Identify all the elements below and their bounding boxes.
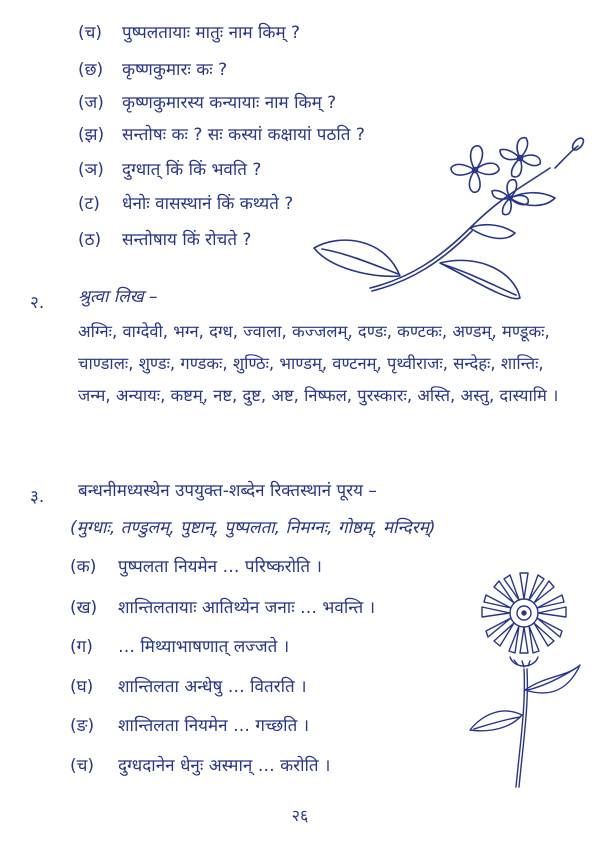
- question-item: (ठ) सन्तोषाय किं रोचते ?: [78, 230, 252, 250]
- fill-blank-item: (ङ) शान्तिलता नियमेन … गच्छति ।: [70, 716, 310, 736]
- section-number: २.: [30, 293, 45, 313]
- question-item: (झ) सन्तोषः कः ? सः कस्यां कक्षायां पठति ?: [78, 125, 365, 145]
- section-heading: श्रुत्वा लिख –: [78, 287, 158, 307]
- fill-blank-item: (ग) … मिथ्याभाषणात् लज्जते ।: [70, 637, 290, 657]
- fill-blank-item: (च) दुग्धदानेन धेनुः अस्मान् … करोति ।: [70, 756, 331, 776]
- question-item: (ट) धेनोः वासस्थानं किं कथ्यते ?: [78, 194, 294, 214]
- flower-branch-illustration: [310, 128, 585, 306]
- fill-blank-item: (ख) शान्तिलतायाः आतिथ्येन जनाः … भवन्ति ।: [70, 598, 376, 618]
- question-item: (च) पुष्पलतायाः मातुः नाम किम् ?: [78, 23, 301, 43]
- question-item: (छ) कृष्णकुमारः कः ?: [78, 60, 228, 80]
- cornflower-illustration: [462, 565, 587, 790]
- question-item: (ञ) दुग्धात् किं किं भवति ?: [78, 160, 262, 180]
- fill-blank-item: (क) पुष्पलता नियमेन … परिष्करोति ।: [70, 557, 322, 577]
- question-item: (ज) कृष्णकुमारस्य कन्यायाः नाम किम् ?: [78, 93, 337, 113]
- section-number: ३.: [30, 487, 45, 507]
- fill-blank-item: (घ) शान्तिलता अन्धेषु … वितरति ।: [70, 677, 307, 697]
- dictation-word-list: अग्निः, वाग्देवी, भग्न, दग्ध, ज्वाला, कज्जलम्, दण्डः, कण्टकः, अण्डम्, मण्डूकः, चाण्डालः, शुण्डः, गण्डकः, शुण्ठिः, भाण्डम्, वण्टनम्, पृथ्वीराजः, सन्देहः, शान्तिः, जन्म, अन्यायः, कष्टम्, नष्ट, दुष्ट, अष्ट, निष्फल, पुरस्कारः, अस्ति, अस्तु, दास्यामि ।: [78, 322, 559, 405]
- page-number: २६: [291, 806, 309, 825]
- section-heading: बन्धनीमध्यस्थेन उपयुक्त-शब्देन रिक्तस्थानं पूरय –: [78, 481, 377, 501]
- word-bank: (मुग्धाः, तण्डुलम्, पुष्टान्, पुष्पलता, निमग्नः, गोष्ठम्, मन्दिरम्): [70, 518, 436, 538]
